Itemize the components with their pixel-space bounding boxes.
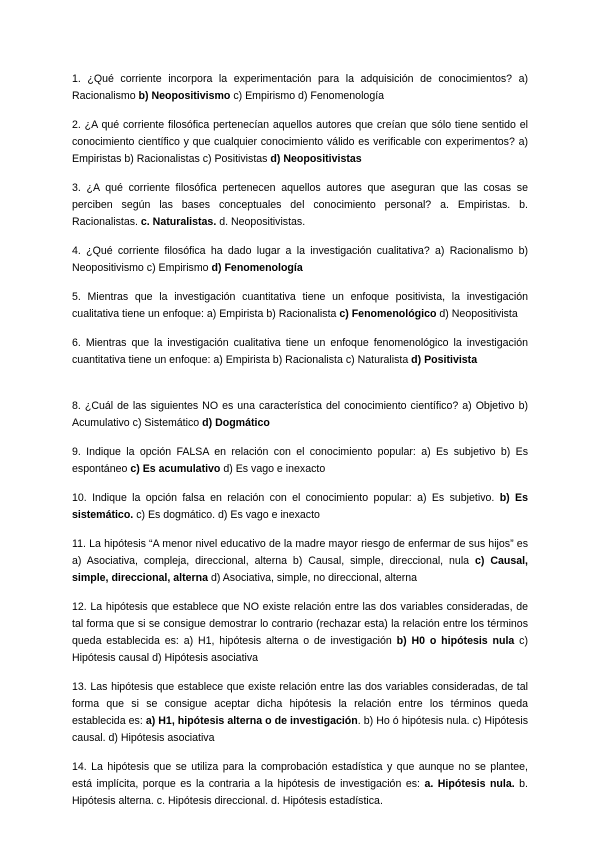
question-5: 5. Mientras que la investigación cuantitativa tiene un enfoque positivista, la investigación cualitativa tiene un enfoque: a) Empirista b) Racionalista c) Fenomenológico d) Neopositivista bbox=[72, 291, 528, 320]
answer-highlight: b) H0 o hipótesis nula bbox=[396, 635, 515, 647]
question-4: 4. ¿Qué corriente filosófica ha dado lugar a la investigación cualitativa? a) Racionalismo b) Neopositivismo c) Empirismo d) Fenomenología bbox=[72, 245, 528, 274]
answer-highlight: a. Hipótesis nula. bbox=[424, 778, 515, 790]
question-6: 6. Mientras que la investigación cualitativa tiene un enfoque fenomenológico la investigación cuantitativa tiene un enfoque: a) Empirista b) Racionalista c) Naturalista d) Positivista bbox=[72, 337, 528, 366]
answer-highlight: d) Neopositivistas bbox=[270, 153, 362, 165]
answer-highlight: c) Causal, simple, direccional, alterna bbox=[72, 555, 528, 584]
question-1: 1. ¿Qué corriente incorpora la experimentación para la adquisición de conocimientos? a) Racionalismo b) Neopositivismo c) Empirismo d) Fenomenología bbox=[72, 73, 528, 102]
document-page bbox=[72, 71, 528, 810]
answer-highlight: d) Positivista bbox=[411, 354, 478, 366]
question-9: 9. Indique la opción FALSA en relación con el conocimiento popular: a) Es subjetivo b) Es espontáneo c) Es acumulativo d) Es vago e inexacto bbox=[72, 446, 528, 475]
answer-highlight: c) Es acumulativo bbox=[130, 463, 221, 475]
answer-highlight: a) H1, hipótesis alterna o de investigación bbox=[145, 715, 358, 727]
question-3: 3. ¿A qué corriente filosófica pertenecen aquellos autores que aseguran que las cosas se perciben según las bases conceptuales del conocimiento personal? a. Empiristas. b. Racionalistas. c. Naturalistas. d. Neopositivistas. bbox=[72, 182, 528, 228]
answer-highlight: c. Naturalistas. bbox=[140, 216, 217, 228]
answer-highlight: b) Neopositivismo bbox=[138, 90, 231, 102]
question-8: 8. ¿Cuál de las siguientes NO es una característica del conocimiento científico? a) Objetivo b) Acumulativo c) Sistemático d) Dogmático bbox=[72, 400, 528, 429]
question-11: 11. La hipótesis “A menor nivel educativo de la madre mayor riesgo de enfermar de sus hijos” es a) Asociativa, compleja, direccional, alterna b) Causal, simple, direccional, nula c) Causal, simple, direccional, alterna d) Asociativa, simple, no direccional, alterna bbox=[72, 538, 528, 584]
question-12: 12. La hipótesis que establece que NO existe relación entre las dos variables consideradas, de tal forma que si se consigue demostrar lo contrario (rechazar esta) la relación entre los términos queda establecida es: a) H1, hipótesis alterna o de investigación b) H0 o hipótesis nula c) Hipótesis causal d) Hipótesis asociativa bbox=[72, 601, 528, 664]
question-2: 2. ¿A qué corriente filosófica pertenecían aquellos autores que creían que sólo tiene sentido el conocimiento científico y que cualquier conocimiento válido es verificable con experimentos? a) Empiristas b) Racionalistas c) Positivistas d) Neopositivistas bbox=[72, 119, 528, 165]
question-14: 14. La hipótesis que se utiliza para la comprobación estadística y que aunque no se plantee, está implícita, porque es la contraria a la hipótesis de investigación es: a. Hipótesis nula. b. Hipótesis alterna. c. Hipótesis direccional. d. Hipótesis estadística. bbox=[72, 761, 528, 807]
answer-highlight: d) Dogmático bbox=[202, 417, 270, 429]
question-10: 10. Indique la opción falsa en relación con el conocimiento popular: a) Es subjetivo. b) Es sistemático. c) Es dogmático. d) Es vago e inexacto bbox=[72, 492, 528, 521]
answer-highlight: d) Fenomenología bbox=[211, 262, 303, 274]
question-13: 13. Las hipótesis que establece que existe relación entre las dos variables consideradas, de tal forma que si se consigue aceptar dicha hipótesis la relación entre los términos queda establecida es: a) H1, hipótesis alterna o de investigación. b) Ho ó hipótesis nula. c) Hipótesis causal. d) Hipótesis asociativa bbox=[72, 681, 529, 744]
answer-highlight: b) Es sistemático. bbox=[72, 492, 528, 521]
answer-highlight: c) Fenomenológico bbox=[339, 308, 437, 320]
